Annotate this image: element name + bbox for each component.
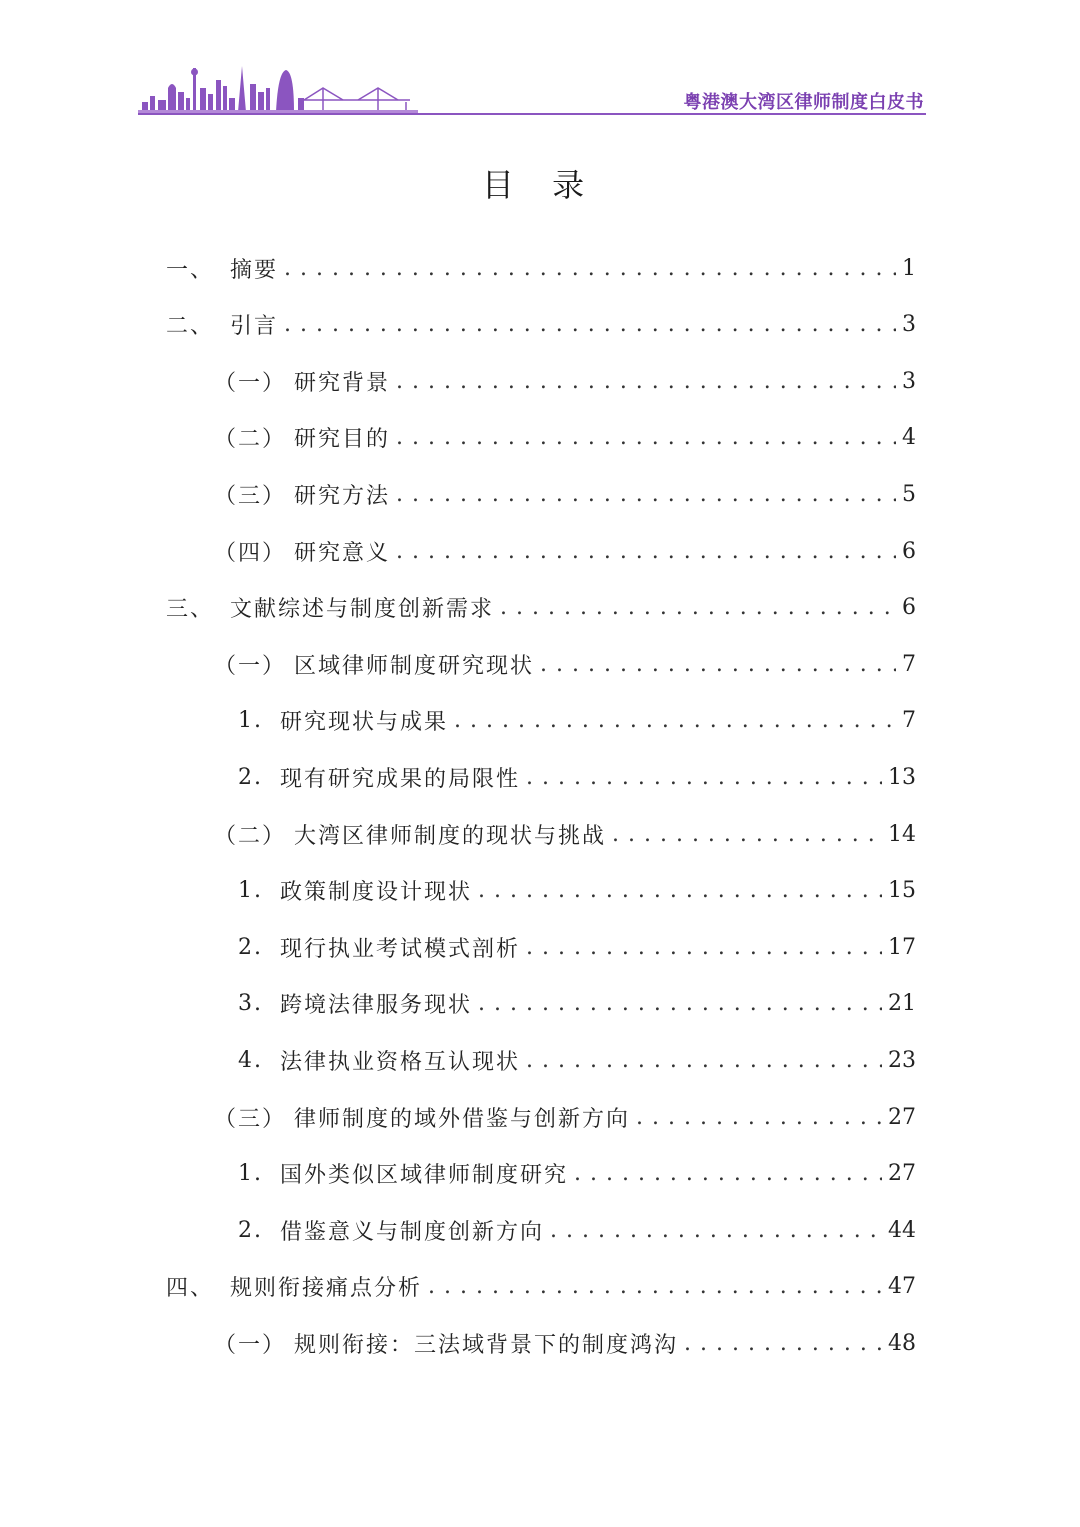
toc-entry[interactable] [238,976,916,1032]
toc-entry-number: （二） [214,823,287,849]
toc-entry[interactable] [166,297,916,353]
toc-page-number: 47 [888,1274,916,1300]
toc-entry-number: （四） [214,540,287,566]
toc-entry-number: （一） [214,1332,287,1358]
toc-entry-title: 研究背景 [294,370,391,396]
toc-dot-leader [526,765,882,790]
toc-page-number: 27 [888,1161,916,1187]
toc-page-number: 48 [888,1330,916,1356]
toc-entry[interactable] [214,410,916,466]
toc-entry-number: 3. [238,991,263,1017]
toc-entry[interactable] [238,1146,916,1202]
toc-entry[interactable] [166,580,916,636]
toc-entry-number: 2. [238,1217,263,1243]
toc-entry-number: （三） [214,1106,287,1132]
toc-entry-title: 规则衔接痛点分析 [230,1276,423,1302]
toc-entry-title: 区域律师制度研究现状 [294,653,535,679]
toc-dot-leader [574,1161,882,1186]
toc-page-number: 6 [902,538,916,564]
toc-dot-leader [526,1048,882,1073]
page-header [138,58,926,116]
toc-entry[interactable] [214,523,916,579]
toc-entry-title: 摘要 [230,257,279,283]
toc-entry-number: 1. [238,878,263,904]
toc-entry-title: 跨境法律服务现状 [280,993,473,1019]
toc-page-number: 27 [888,1104,916,1130]
toc-dot-leader [396,369,896,394]
toc-page-number: 23 [888,1047,916,1073]
toc-entry-number: （一） [214,370,287,396]
city-skyline-bridge-icon [138,58,418,114]
toc-entry-title: 引言 [230,314,279,340]
toc-entry-title: 大湾区律师制度的现状与挑战 [294,823,607,849]
toc-page-number: 5 [902,481,916,507]
toc-entry[interactable] [214,1315,916,1371]
toc-entry-title: 规则衔接：三法域背景下的制度鸿沟 [294,1332,679,1358]
toc-entry-title: 现有研究成果的局限性 [280,766,521,792]
toc-entry-title: 借鉴意义与制度创新方向 [280,1219,545,1245]
toc-entry-number: 2. [238,764,263,790]
toc-entry-number: （二） [214,427,287,453]
toc-dot-leader [612,822,882,847]
toc-entry-number: 三、 [166,597,215,623]
toc-dot-leader [284,256,896,281]
header-title: 粤港澳大湾区律师制度白皮书 [683,92,924,113]
toc-entry-number: 二、 [166,314,215,340]
toc-dot-leader [478,991,882,1016]
toc-entry[interactable] [238,863,916,919]
toc-entry[interactable] [214,806,916,862]
toc-entry-title: 研究方法 [294,483,391,509]
toc-entry-title: 研究意义 [294,540,391,566]
toc-dot-leader [396,482,896,507]
toc-dot-leader [500,595,896,620]
toc-dot-leader [550,1218,882,1243]
toc-page-number: 3 [902,368,916,394]
toc-page-number: 1 [902,255,916,281]
toc-entry-title: 文献综述与制度创新需求 [230,597,495,623]
toc-entry[interactable] [238,693,916,749]
toc-entry-title: 政策制度设计现状 [280,880,473,906]
toc-dot-leader [396,539,896,564]
toc-page-number: 7 [902,708,916,734]
toc-entry[interactable] [238,1202,916,1258]
toc-entry[interactable] [214,353,916,409]
toc-dot-leader [478,878,882,903]
toc-page-number: 14 [888,821,916,847]
toc-entry[interactable] [238,1032,916,1088]
toc-entry[interactable] [166,240,916,296]
toc-dot-leader [684,1331,882,1356]
toc-entry-title: 国外类似区域律师制度研究 [280,1163,569,1189]
toc-entry[interactable] [166,1259,916,1315]
toc-entry[interactable] [238,749,916,805]
page-title: 目 录 [481,166,599,204]
toc-entry[interactable] [238,919,916,975]
toc-page-number: 7 [902,651,916,677]
toc-entry[interactable] [214,466,916,522]
toc-entry-number: 1. [238,1161,263,1187]
toc-dot-leader [454,708,896,733]
toc-entry-number: （三） [214,483,287,509]
toc-entry-title: 研究现状与成果 [280,710,449,736]
toc-dot-leader [540,652,896,677]
toc-entry-number: 2. [238,934,263,960]
toc-dot-leader [428,1274,882,1299]
toc-page-number: 13 [888,764,916,790]
toc-page-number: 3 [902,312,916,338]
toc-dot-leader [526,935,882,960]
toc-entry-title: 法律执业资格互认现状 [280,1049,521,1075]
toc-entry[interactable] [214,636,916,692]
toc-page-number: 6 [902,595,916,621]
toc-page-number: 4 [902,425,916,451]
toc-dot-leader [284,312,896,337]
toc-entry-title: 现行执业考试模式剖析 [280,936,521,962]
toc-entry-number: 四、 [166,1276,215,1302]
toc-dot-leader [636,1105,882,1130]
toc-entry-number: 4. [238,1047,263,1073]
toc-entry-number: 一、 [166,257,215,283]
toc-page-number: 21 [888,991,916,1017]
toc-page-number: 15 [888,878,916,904]
toc-entry-number: （一） [214,653,287,679]
toc-page-number: 17 [888,934,916,960]
toc-dot-leader [396,425,896,450]
toc-entry-number: 1. [238,708,263,734]
toc-page-number: 44 [888,1217,916,1243]
toc-entry-title: 研究目的 [294,427,391,453]
toc-entry-title: 律师制度的域外借鉴与创新方向 [294,1106,631,1132]
header-rule [138,113,926,115]
toc-entry[interactable] [214,1089,916,1145]
